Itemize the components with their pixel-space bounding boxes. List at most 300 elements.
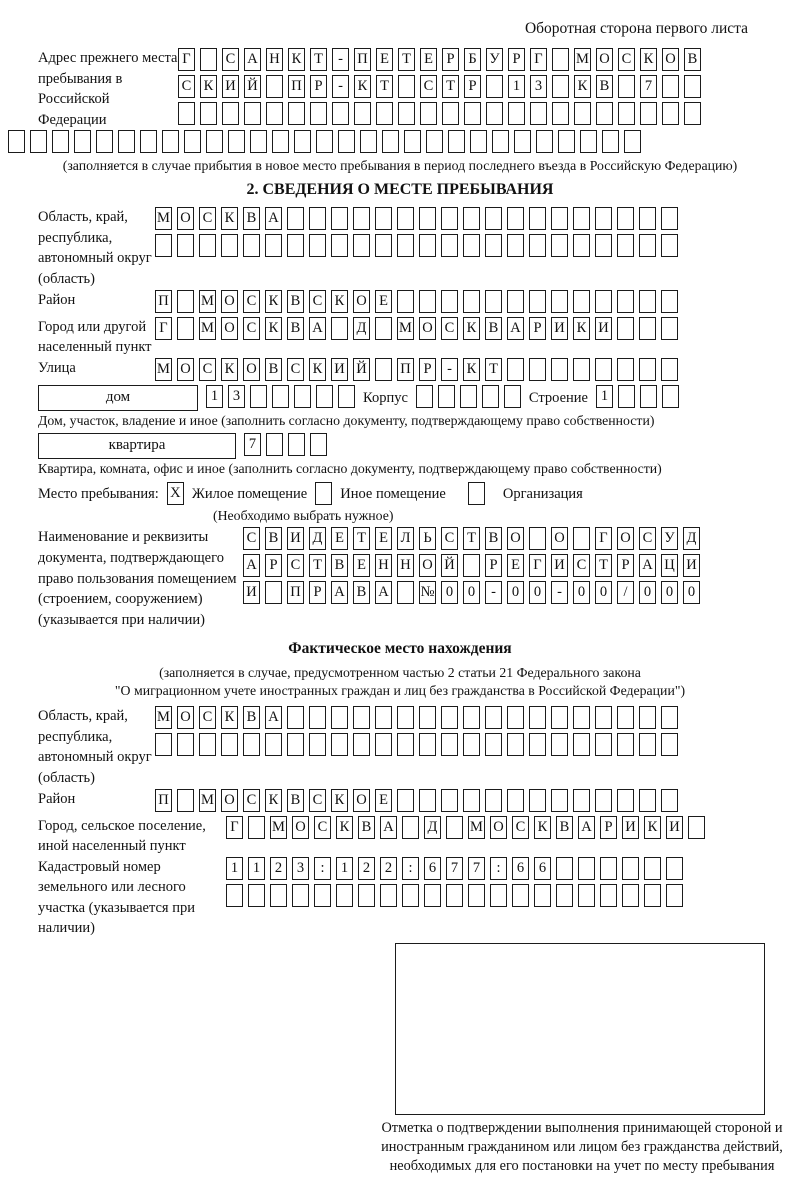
char-cell: 3: [292, 857, 309, 880]
char-cell: А: [309, 317, 326, 340]
char-cell: С: [222, 48, 239, 71]
actual-oblast-block: [38, 706, 792, 788]
char-cell: Н: [266, 48, 283, 71]
char-cell: О: [551, 527, 568, 550]
char-cell: [360, 130, 377, 153]
char-cell: [270, 884, 287, 907]
option-organizatsiya-label: Организация: [502, 485, 583, 502]
char-cell: К: [354, 75, 371, 98]
char-cell: [248, 884, 265, 907]
char-cell: В: [684, 48, 701, 71]
char-cell: [661, 358, 678, 381]
char-cell: С: [243, 527, 260, 550]
char-cell: К: [574, 75, 591, 98]
char-cell: 6: [534, 857, 551, 880]
char-cell: [618, 102, 635, 125]
char-cell: 1: [596, 385, 613, 408]
char-cell: [485, 290, 502, 313]
char-cell: -: [441, 358, 458, 381]
char-cell: [514, 130, 531, 153]
char-cell: С: [178, 75, 195, 98]
char-cell: [551, 733, 568, 756]
char-cell: [662, 102, 679, 125]
document-label: Наименование и реквизиты документа, подтверждающего право пользования помещением (строением, сооружением) (указывается при наличии): [38, 529, 237, 628]
char-cell: А: [244, 48, 261, 71]
option-inoe-label: Иное помещение: [340, 485, 446, 502]
char-cell: [419, 789, 436, 812]
char-cell: [96, 130, 113, 153]
char-cell: [441, 207, 458, 230]
char-cell: [507, 733, 524, 756]
char-cell: [375, 358, 392, 381]
char-cell: [622, 884, 639, 907]
raion-label: Район: [38, 291, 76, 308]
char-cell: [574, 102, 591, 125]
char-cell: [353, 733, 370, 756]
char-cell: [639, 789, 656, 812]
korpus-cells: [416, 385, 521, 408]
char-cell: [573, 358, 590, 381]
char-cell: [558, 130, 575, 153]
char-cell: Т: [309, 554, 326, 577]
dom-box: дом: [38, 385, 198, 411]
confirmation-mark-box: [395, 943, 765, 1115]
char-cell: [485, 706, 502, 729]
char-cell: В: [556, 816, 573, 839]
char-cell: У: [486, 48, 503, 71]
char-cell: Т: [353, 527, 370, 550]
char-cell: -: [332, 48, 349, 71]
char-cell: А: [380, 816, 397, 839]
char-cell: М: [199, 789, 216, 812]
char-cell: [358, 884, 375, 907]
char-cell: Т: [442, 75, 459, 98]
char-cell: [596, 102, 613, 125]
char-cell: В: [287, 789, 304, 812]
char-cell: Т: [310, 48, 327, 71]
char-cell: 1: [508, 75, 525, 98]
char-cell: И: [622, 816, 639, 839]
char-cell: [382, 130, 399, 153]
char-cell: [420, 102, 437, 125]
char-cell: С: [243, 789, 260, 812]
char-cell: Е: [353, 554, 370, 577]
char-cell: 0: [529, 581, 546, 604]
ulitsa-block: [38, 358, 792, 385]
char-cell: [507, 234, 524, 257]
char-cell: [617, 207, 634, 230]
char-cell: Д: [353, 317, 370, 340]
char-cell: К: [309, 358, 326, 381]
char-cell: [294, 130, 311, 153]
char-cell: [573, 706, 590, 729]
char-cell: [661, 290, 678, 313]
char-cell: [404, 130, 421, 153]
char-cell: [595, 290, 612, 313]
char-cell: Г: [529, 554, 546, 577]
char-cell: К: [200, 75, 217, 98]
char-cell: 7: [640, 75, 657, 98]
char-cell: К: [265, 317, 282, 340]
char-cell: [661, 207, 678, 230]
char-cell: В: [243, 706, 260, 729]
char-cell: [666, 884, 683, 907]
char-cell: [463, 733, 480, 756]
char-cell: С: [512, 816, 529, 839]
korpus-label: Корпус: [363, 389, 408, 406]
char-cell: Р: [309, 581, 326, 604]
actual-location-caption-2: "О миграционном учете иностранных граждан и лиц без гражданства в Российской Федерации"): [114, 683, 686, 699]
char-cell: В: [485, 527, 502, 550]
char-cell: [441, 789, 458, 812]
prev-address-row-3: [178, 102, 701, 125]
char-cell: С: [199, 207, 216, 230]
char-cell: Р: [310, 75, 327, 98]
char-cell: В: [596, 75, 613, 98]
char-cell: -: [332, 75, 349, 98]
char-cell: [309, 706, 326, 729]
prev-address-label: Адрес прежнего места пребывания в Российской Федерации: [38, 50, 178, 128]
char-cell: В: [265, 358, 282, 381]
char-cell: [331, 733, 348, 756]
char-cell: [485, 234, 502, 257]
char-cell: [551, 290, 568, 313]
char-cell: С: [309, 290, 326, 313]
char-cell: [639, 317, 656, 340]
char-cell: Т: [398, 48, 415, 71]
char-cell: [397, 290, 414, 313]
char-cell: О: [243, 358, 260, 381]
char-cell: [250, 130, 267, 153]
char-cell: [398, 102, 415, 125]
char-cell: [441, 290, 458, 313]
checkbox-organizatsiya: [468, 482, 485, 505]
char-cell: [639, 358, 656, 381]
document-row-3: [243, 581, 700, 604]
actual-location-title: Фактическое место нахождения: [288, 640, 512, 658]
char-cell: Е: [375, 789, 392, 812]
char-cell: [221, 234, 238, 257]
char-cell: [463, 290, 480, 313]
char-cell: Р: [485, 554, 502, 577]
char-cell: [375, 733, 392, 756]
gorod-block: [38, 317, 792, 358]
char-cell: [595, 207, 612, 230]
char-cell: [184, 130, 201, 153]
char-cell: [552, 75, 569, 98]
char-cell: [177, 234, 194, 257]
char-cell: [309, 207, 326, 230]
char-cell: И: [222, 75, 239, 98]
char-cell: Р: [617, 554, 634, 577]
char-cell: Р: [265, 554, 282, 577]
char-cell: [595, 358, 612, 381]
char-cell: [336, 884, 353, 907]
char-cell: [617, 706, 634, 729]
oblast-block: [38, 207, 792, 289]
char-cell: [617, 317, 634, 340]
char-cell: Д: [424, 816, 441, 839]
char-cell: [332, 102, 349, 125]
char-cell: [666, 857, 683, 880]
char-cell: [438, 385, 455, 408]
cadastre-block: [38, 857, 792, 939]
char-cell: В: [485, 317, 502, 340]
char-cell: 7: [468, 857, 485, 880]
char-cell: [316, 130, 333, 153]
char-cell: [556, 884, 573, 907]
char-cell: -: [485, 581, 502, 604]
char-cell: О: [221, 789, 238, 812]
char-cell: [486, 102, 503, 125]
char-cell: [551, 207, 568, 230]
page-header-note: Оборотная сторона первого листа: [524, 20, 748, 37]
char-cell: [206, 130, 223, 153]
char-cell: [639, 733, 656, 756]
char-cell: [331, 234, 348, 257]
char-cell: [529, 207, 546, 230]
char-cell: [600, 884, 617, 907]
char-cell: :: [490, 857, 507, 880]
char-cell: С: [243, 317, 260, 340]
char-cell: Е: [420, 48, 437, 71]
char-cell: Р: [442, 48, 459, 71]
char-cell: Е: [507, 554, 524, 577]
char-cell: Р: [600, 816, 617, 839]
char-cell: Р: [508, 48, 525, 71]
char-cell: О: [177, 207, 194, 230]
char-cell: [551, 706, 568, 729]
char-cell: [265, 733, 282, 756]
dom-row: [38, 385, 792, 412]
char-cell: С: [199, 358, 216, 381]
char-cell: [485, 207, 502, 230]
char-cell: [595, 706, 612, 729]
char-cell: [309, 733, 326, 756]
char-cell: Т: [485, 358, 502, 381]
char-cell: В: [331, 554, 348, 577]
char-cell: [177, 789, 194, 812]
char-cell: О: [177, 706, 194, 729]
char-cell: М: [155, 207, 172, 230]
char-cell: [529, 733, 546, 756]
char-cell: [464, 102, 481, 125]
char-cell: [573, 789, 590, 812]
char-cell: [529, 527, 546, 550]
char-cell: [287, 234, 304, 257]
char-cell: [287, 733, 304, 756]
char-cell: [573, 207, 590, 230]
char-cell: 2: [270, 857, 287, 880]
char-cell: [684, 102, 701, 125]
char-cell: [556, 857, 573, 880]
char-cell: [288, 433, 305, 456]
char-cell: -: [551, 581, 568, 604]
char-cell: [376, 102, 393, 125]
stroenie-cells: [596, 385, 679, 408]
char-cell: 0: [683, 581, 700, 604]
char-cell: [375, 234, 392, 257]
char-cell: М: [199, 290, 216, 313]
char-cell: [266, 75, 283, 98]
char-cell: [468, 884, 485, 907]
oblast-row-1: [155, 207, 678, 230]
char-cell: [552, 48, 569, 71]
char-cell: [140, 130, 157, 153]
char-cell: А: [265, 207, 282, 230]
prev-address-row-1: [178, 48, 701, 71]
char-cell: К: [331, 789, 348, 812]
char-cell: 6: [424, 857, 441, 880]
place-type-note: (Необходимо выбрать нужное): [213, 507, 394, 523]
kvartira-cells: [244, 433, 327, 456]
char-cell: [294, 385, 311, 408]
char-cell: К: [644, 816, 661, 839]
char-cell: А: [507, 317, 524, 340]
char-cell: [482, 385, 499, 408]
char-cell: [595, 789, 612, 812]
char-cell: [661, 234, 678, 257]
char-cell: С: [573, 554, 590, 577]
char-cell: [353, 207, 370, 230]
char-cell: Р: [419, 358, 436, 381]
char-cell: [507, 706, 524, 729]
prev-address-block: [38, 48, 792, 130]
char-cell: О: [419, 317, 436, 340]
char-cell: Й: [441, 554, 458, 577]
char-cell: [397, 733, 414, 756]
char-cell: Ь: [419, 527, 436, 550]
char-cell: [177, 733, 194, 756]
char-cell: [314, 884, 331, 907]
char-cell: [573, 234, 590, 257]
char-cell: [200, 48, 217, 71]
char-cell: Г: [155, 317, 172, 340]
char-cell: [573, 290, 590, 313]
char-cell: [243, 733, 260, 756]
char-cell: У: [661, 527, 678, 550]
char-cell: [331, 706, 348, 729]
kvartira-caption: Квартира, комната, офис и иное (заполнить согласно документу, подтверждающему право собственности): [38, 460, 662, 476]
char-cell: [640, 385, 657, 408]
prev-address-row-2: [178, 75, 701, 98]
actual-location-caption-1: (заполняется в случае, предусмотренном частью 2 статьи 21 Федерального закона: [159, 665, 641, 681]
char-cell: [316, 385, 333, 408]
char-cell: [310, 433, 327, 456]
char-cell: 0: [639, 581, 656, 604]
char-cell: [331, 317, 348, 340]
char-cell: А: [243, 554, 260, 577]
char-cell: 0: [595, 581, 612, 604]
char-cell: С: [287, 358, 304, 381]
char-cell: [265, 581, 282, 604]
char-cell: [419, 207, 436, 230]
char-cell: [508, 102, 525, 125]
char-cell: Д: [683, 527, 700, 550]
char-cell: [402, 884, 419, 907]
char-cell: О: [507, 527, 524, 550]
char-cell: [602, 130, 619, 153]
char-cell: О: [177, 358, 194, 381]
char-cell: [552, 102, 569, 125]
char-cell: П: [288, 75, 305, 98]
char-cell: [265, 234, 282, 257]
char-cell: [177, 317, 194, 340]
char-cell: [354, 102, 371, 125]
char-cell: М: [270, 816, 287, 839]
char-cell: 0: [661, 581, 678, 604]
actual-gorod-row: [226, 816, 705, 839]
char-cell: С: [618, 48, 635, 71]
char-cell: [446, 816, 463, 839]
char-cell: [578, 884, 595, 907]
char-cell: [463, 554, 480, 577]
char-cell: [536, 130, 553, 153]
char-cell: [463, 789, 480, 812]
char-cell: [617, 733, 634, 756]
char-cell: О: [353, 789, 370, 812]
char-cell: [573, 733, 590, 756]
char-cell: [338, 385, 355, 408]
char-cell: [529, 358, 546, 381]
char-cell: [618, 385, 635, 408]
char-cell: [622, 857, 639, 880]
char-cell: С: [199, 706, 216, 729]
char-cell: [507, 358, 524, 381]
char-cell: И: [666, 816, 683, 839]
char-cell: И: [243, 581, 260, 604]
char-cell: 0: [573, 581, 590, 604]
char-cell: А: [265, 706, 282, 729]
char-cell: [331, 207, 348, 230]
char-cell: [551, 789, 568, 812]
char-cell: /: [617, 581, 634, 604]
char-cell: [595, 733, 612, 756]
char-cell: [419, 290, 436, 313]
actual-gorod-block: [38, 816, 792, 857]
char-cell: [309, 234, 326, 257]
char-cell: [507, 290, 524, 313]
char-cell: [639, 207, 656, 230]
dom-cells: [206, 385, 355, 408]
char-cell: [661, 733, 678, 756]
char-cell: В: [287, 317, 304, 340]
char-cell: [199, 733, 216, 756]
char-cell: 1: [336, 857, 353, 880]
char-cell: С: [441, 527, 458, 550]
kvartira-row: [38, 433, 792, 460]
char-cell: [310, 102, 327, 125]
char-cell: [661, 706, 678, 729]
char-cell: [578, 857, 595, 880]
char-cell: К: [573, 317, 590, 340]
char-cell: [244, 102, 261, 125]
char-cell: Б: [464, 48, 481, 71]
char-cell: [397, 581, 414, 604]
char-cell: [221, 733, 238, 756]
section2-title: 2. СВЕДЕНИЯ О МЕСТЕ ПРЕБЫВАНИЯ: [246, 181, 554, 199]
char-cell: [419, 234, 436, 257]
char-cell: [177, 290, 194, 313]
place-type-label: Место пребывания:: [38, 485, 159, 502]
char-cell: [199, 234, 216, 257]
char-cell: О: [596, 48, 613, 71]
char-cell: П: [287, 581, 304, 604]
char-cell: [74, 130, 91, 153]
char-cell: П: [155, 789, 172, 812]
char-cell: [375, 706, 392, 729]
prev-address-row-4: [8, 130, 792, 153]
